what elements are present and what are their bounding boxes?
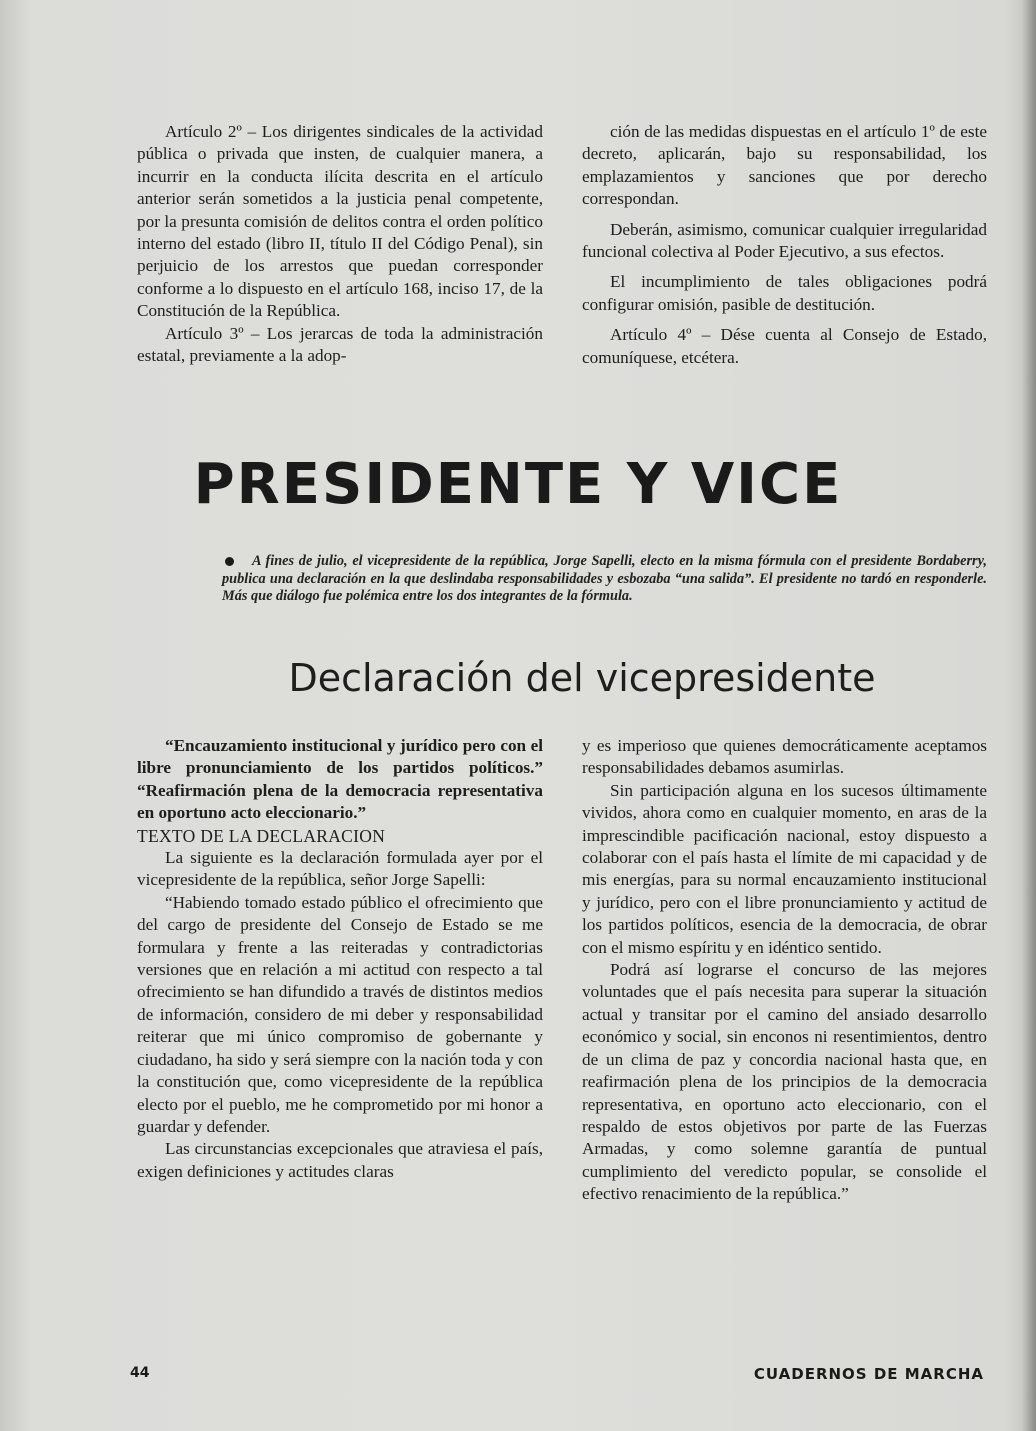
article-4-paragraph: Artículo 4º – Dése cuenta al Consejo de Estado, comuníquese, etcétera. [582,325,987,367]
subheadline [0,656,1036,700]
article-3-continuation: ción de las medidas dispuestas en el artículo 1º de este decreto, aplicarán, bajo su responsabilidad, los emplazamientos y sanciones que por derecho correspondan. [582,122,987,209]
obligation-paragraph: Deberán, asimismo, comunicar cualquier irregularidad funcional colectiva al Poder Ejecutivo, a sus efectos. [582,219,987,262]
pull-quote: “Encauzamiento institucional y jurídico pero con el libre pronunciamiento de los partidos políticos.” “Reafirmación plena de la democracia representativa en oportuno acto eleccionario.” [137,736,543,823]
declaration-continuation: y es imperioso que quienes democráticamente aceptamos responsabilidades debamos asumirlas. [582,736,987,778]
bottom-right-column [582,735,987,1206]
lead-summary [222,553,987,606]
section-title: TEXTO DE LA DECLARACION [137,825,386,846]
headline: PRESIDENTE Y VICE [193,452,843,517]
declaration-paragraph-2: Las circunstancias excepcionales que atraviesa el país, exigen definiciones y actitudes claras [137,1139,543,1181]
declaration-paragraph-4: Podrá así lograrse el concurso de las mejores voluntades que el país necesita para superar la situación actual y transitar por el camino del ansiado desarrollo económico y social, sin enconos ni resentimientos, dentro de un clima de paz y concordia nacional hasta que, en reafirmación plena de los principios de la democracia representativa, en oportuno acto eleccionario, con el respaldo de estos objetivos por parte de las Fuerzas Armadas, y como solemne garantía de puntual cumplimiento del veredicto popular, se consolide el efectivo renacimiento de la república.” [582,960,987,1204]
omission-paragraph: El incumplimiento de tales obligaciones podrá configurar omisión, pasible de destitución. [582,272,987,314]
subheadline-text: Declaración del vicepresidente [288,656,876,700]
page-number: 44 [130,1365,150,1381]
publication-name: CUADERNOS DE MARCHA [753,1365,984,1383]
lead-text: A fines de julio, el vicepresidente de la república, Jorge Sapelli, electo en la misma fórmula con el presidente Bordaberry, publica una declaración en la que deslindaba responsabilidades y esbozaba “una salida”. El presidente no tardó en responderle. Más que diálogo fue polémica entre los dos integrantes de la fórmula. [222,553,987,605]
top-right-column [582,121,987,369]
declaration-paragraph-1: “Habiendo tomado estado público el ofrecimiento que del cargo de presidente del Consejo de Estado se me formulara y frente a las reiteradas y contradictorias versiones que en relación a mi actitud con respecto a tal ofrecimiento se han difundido a través de distintos medios de información, considero de mi deber y responsabilidad reiterar que mi único compromiso de gobernante y ciudadano, ha sido y será siempre con la nación toda y con la constitución que, como vicepresidente de la república electo por el pueblo, me he comprometido por mi honor a guardar y defender. [137,892,543,1136]
intro-paragraph: La siguiente es la declaración formulada ayer por el vicepresidente de la república, señor Jorge Sapelli: [137,848,543,890]
article-3-paragraph: Artículo 3º – Los jerarcas de toda la administración estatal, previamente a la adop- [137,323,543,366]
article-2-paragraph: Artículo 2º – Los dirigentes sindicales de la actividad pública o privada que insten, de cualquier manera, a incurrir en la conducta ilícita descrita en el artículo anterior serán sometidos a la justicia penal competente, por la presunta comisión de delitos contra el orden político interno del estado (libro II, título II del Código Penal), sin perjuicio de los arrestos que puedan corresponder conforme a lo dispuesto en el artículo 168, inciso 17, de la Constitución de la República. [137,122,543,321]
bullet-icon [225,557,234,566]
page-edge-shadow [1022,0,1036,1431]
declaration-paragraph-3: Sin participación alguna en los sucesos últimamente vividos, ahora como en cualquier momento, en aras de la imprescindible pacificación nacional, estoy dispuesto a colaborar con el país hasta el límite de mi capacidad y de mis energías, para su normal encauzamiento institucional y jurídico, pero con el libre pronunciamiento y actitud de los partidos políticos, esencia de la democracia, de obrar con el mismo espíritu y en idéntico sentido. [582,780,987,957]
top-left-column [137,121,543,367]
bottom-left-column [137,735,543,1183]
